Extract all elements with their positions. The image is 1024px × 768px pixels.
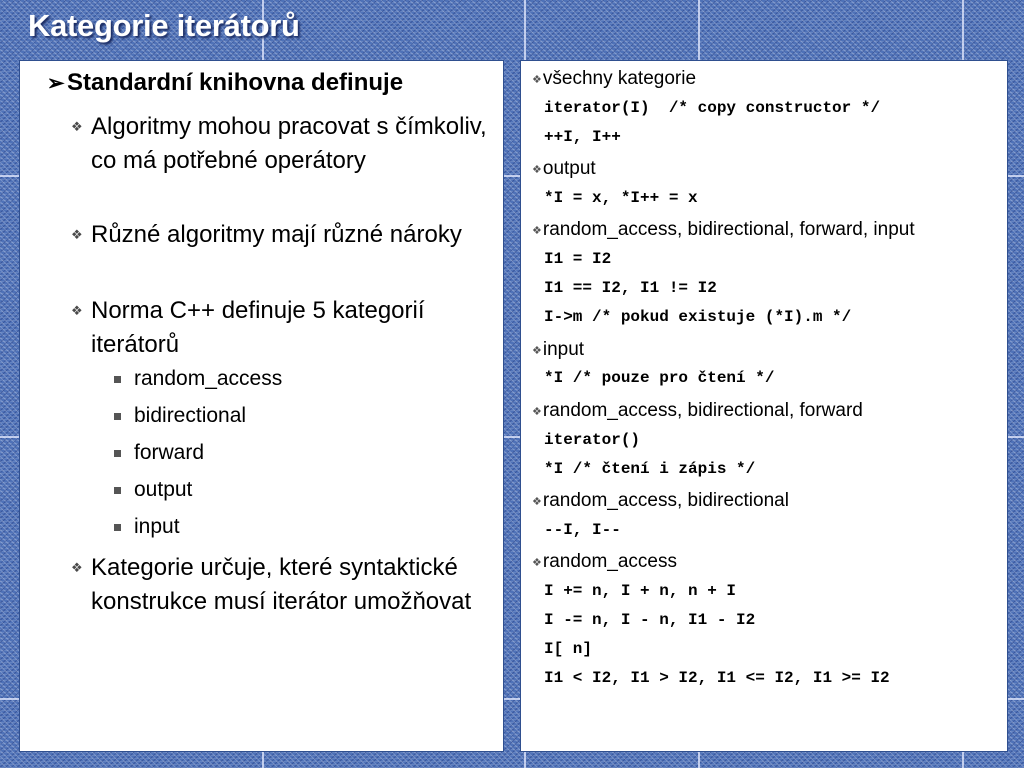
category-heading xyxy=(532,158,596,180)
sub-bullet xyxy=(71,551,493,619)
code-line: ++I, I++ xyxy=(544,128,621,146)
category-heading-text: input xyxy=(542,339,585,360)
diamond-bullet-icon: ❖ xyxy=(532,557,542,569)
code-line: *I /* pouze pro čtení */ xyxy=(544,369,775,387)
category-heading-text: random_access, bidirectional, forward xyxy=(542,400,863,421)
diamond-bullet-icon: ❖ xyxy=(71,560,83,575)
diamond-bullet-icon: ❖ xyxy=(532,345,542,357)
category-heading-text: všechny kategorie xyxy=(542,68,697,89)
category-item-text: input xyxy=(134,515,180,538)
category-heading xyxy=(532,339,584,361)
category-item xyxy=(134,367,282,391)
sub-bullet xyxy=(71,294,493,362)
code-line: I -= n, I - n, I1 - I2 xyxy=(544,611,756,629)
diamond-bullet-icon: ❖ xyxy=(532,164,542,176)
code-line: I1 == I2, I1 != I2 xyxy=(544,279,717,297)
diamond-bullet-icon: ❖ xyxy=(71,227,83,242)
sub-bullet xyxy=(71,110,493,178)
category-item xyxy=(134,441,204,465)
diamond-bullet-icon: ❖ xyxy=(71,119,83,134)
category-item xyxy=(134,478,192,502)
square-bullet-icon xyxy=(114,413,121,420)
code-line: --I, I-- xyxy=(544,521,621,539)
category-heading-text: random_access, bidirectional xyxy=(542,490,789,511)
sub-bullet-text: Norma C++ definuje 5 kategorií iterátorů xyxy=(91,297,425,358)
diamond-bullet-icon: ❖ xyxy=(532,406,542,418)
category-item xyxy=(134,515,180,539)
sub-bullet-text: Různé algoritmy mají různé nároky xyxy=(91,221,462,248)
category-heading-text: random_access xyxy=(542,551,677,572)
square-bullet-icon xyxy=(114,487,121,494)
arrow-bullet-icon: ➢ xyxy=(47,72,65,95)
code-line: I += n, I + n, n + I xyxy=(544,582,737,600)
category-item-text: bidirectional xyxy=(134,404,247,427)
sub-bullet xyxy=(71,218,493,252)
code-line: *I = x, *I++ = x xyxy=(544,189,698,207)
code-line: iterator() xyxy=(544,431,641,449)
category-item-text: output xyxy=(134,478,193,501)
sub-bullet-text: Algoritmy mohou pracovat s čímkoliv, co má potřebné operátory xyxy=(91,113,487,174)
category-heading-text: random_access, bidirectional, forward, input xyxy=(542,219,915,240)
diamond-bullet-icon: ❖ xyxy=(532,496,542,508)
category-heading-text: output xyxy=(542,158,596,179)
main-bullet-text: Standardní knihovna definuje xyxy=(67,69,404,96)
sub-bullet-text: Kategorie určuje, které syntaktické konstrukce musí iterátor umožňovat xyxy=(91,554,472,615)
code-line: iterator(I) /* copy constructor */ xyxy=(544,99,881,117)
category-heading xyxy=(532,400,863,422)
category-heading xyxy=(532,68,696,90)
square-bullet-icon xyxy=(114,376,121,383)
code-line: I1 < I2, I1 > I2, I1 <= I2, I1 >= I2 xyxy=(544,669,890,687)
category-item-text: random_access xyxy=(134,367,283,390)
category-item-text: forward xyxy=(134,441,205,464)
left-content-panel xyxy=(20,61,503,751)
code-line: I->m /* pokud existuje (*I).m */ xyxy=(544,308,852,326)
category-heading xyxy=(532,490,789,512)
code-line: I[ n] xyxy=(544,640,593,658)
diamond-bullet-icon: ❖ xyxy=(532,74,542,86)
main-bullet xyxy=(47,69,493,97)
square-bullet-icon xyxy=(114,524,121,531)
code-line: I1 = I2 xyxy=(544,250,612,268)
slide-title: Kategorie iterátorů xyxy=(28,8,300,43)
category-heading xyxy=(532,551,677,573)
diamond-bullet-icon: ❖ xyxy=(71,303,83,318)
square-bullet-icon xyxy=(114,450,121,457)
right-content-panel xyxy=(521,61,1007,751)
category-heading xyxy=(532,219,915,241)
category-item xyxy=(134,404,246,428)
code-line: *I /* čtení i zápis */ xyxy=(544,460,756,478)
diamond-bullet-icon: ❖ xyxy=(532,225,542,237)
